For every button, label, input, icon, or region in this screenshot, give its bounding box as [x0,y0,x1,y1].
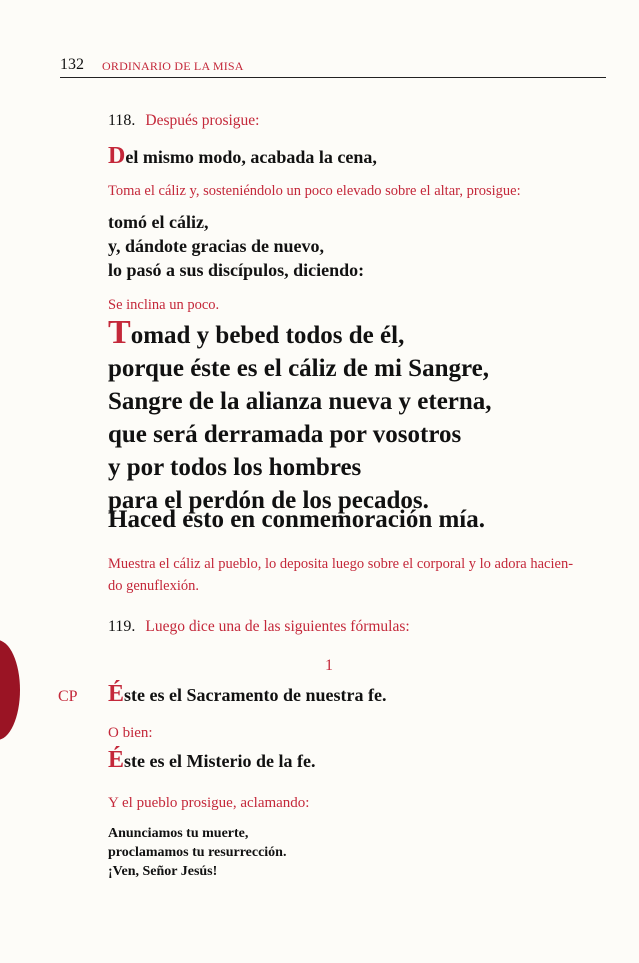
consecration-line [108,316,492,352]
prayer-line: tomó el cáliz, [108,212,209,232]
drop-cap: É [108,747,125,773]
margin-thumb-tab [0,640,20,740]
rubric-instruction: Se inclina un poco. [108,297,220,313]
drop-cap: É [108,681,125,707]
or-text: O bien: [108,725,153,741]
consecration-line: y por todos los hombres [108,454,362,481]
margin-label: CP [58,688,78,705]
acclamation-block [108,824,286,881]
drop-cap: D [108,143,126,169]
header-rule [60,77,606,78]
prayer-block [108,210,364,282]
rubric-text: Luego dice una de las siguientes fórmulas: [145,618,410,635]
page-number: 132 [60,56,84,73]
running-head: ORDINARIO DE LA MISA [102,59,244,73]
formula-text: ste es el Sacramento de nuestra fe. [124,685,387,705]
section-119-heading [108,616,410,638]
drop-cap: T [108,314,131,351]
formula-line [108,748,315,773]
consecration-line: porque éste es el cáliz de mi Sangre, [108,355,489,382]
prayer-line: lo pasó a sus discípulos, diciendo: [108,260,365,280]
consecration-line: para el perdón de los pecados. [108,487,429,514]
consecration-line: Sangre de la alianza nueva y eterna, [108,388,492,415]
section-number: 118. [108,112,136,129]
rubric-instruction: Toma el cáliz y, sosteniéndolo un poco elevado sobre el altar, prosigue: [108,183,521,199]
rubric-text: Después prosigue: [145,112,260,129]
prayer-line [108,144,377,169]
consecration-block [108,316,492,517]
acclamation-line: Anunciamos tu muerte, [108,826,249,841]
page-header [60,56,604,78]
rubric-instruction [108,553,608,597]
rubric-line: do genuflexión. [108,578,200,594]
consecration-line: que será derramada por vosotros [108,421,462,448]
formula-text: ste es el Misterio de la fe. [124,751,316,771]
formula-number: 1 [325,657,333,674]
prayer-line: y, dándote gracias de nuevo, [108,236,325,256]
acclamation-line: proclamamos tu resurrección. [108,845,287,860]
prayer-text: el mismo modo, acabada la cena, [125,147,377,167]
formula-line [108,682,386,707]
memorial-command: Haced esto en conmemoración mía. [108,506,486,533]
section-118-heading [108,110,259,132]
rubric-instruction: Y el pueblo prosigue, aclamando: [108,795,310,811]
rubric-line: Muestra el cáliz al pueblo, lo deposita luego sobre el corporal y lo adora hacien- [108,556,574,572]
acclamation-line: ¡Ven, Señor Jesús! [108,864,218,879]
consecration-text: omad y bebed todos de él, [130,322,405,349]
section-number: 119. [108,618,136,635]
